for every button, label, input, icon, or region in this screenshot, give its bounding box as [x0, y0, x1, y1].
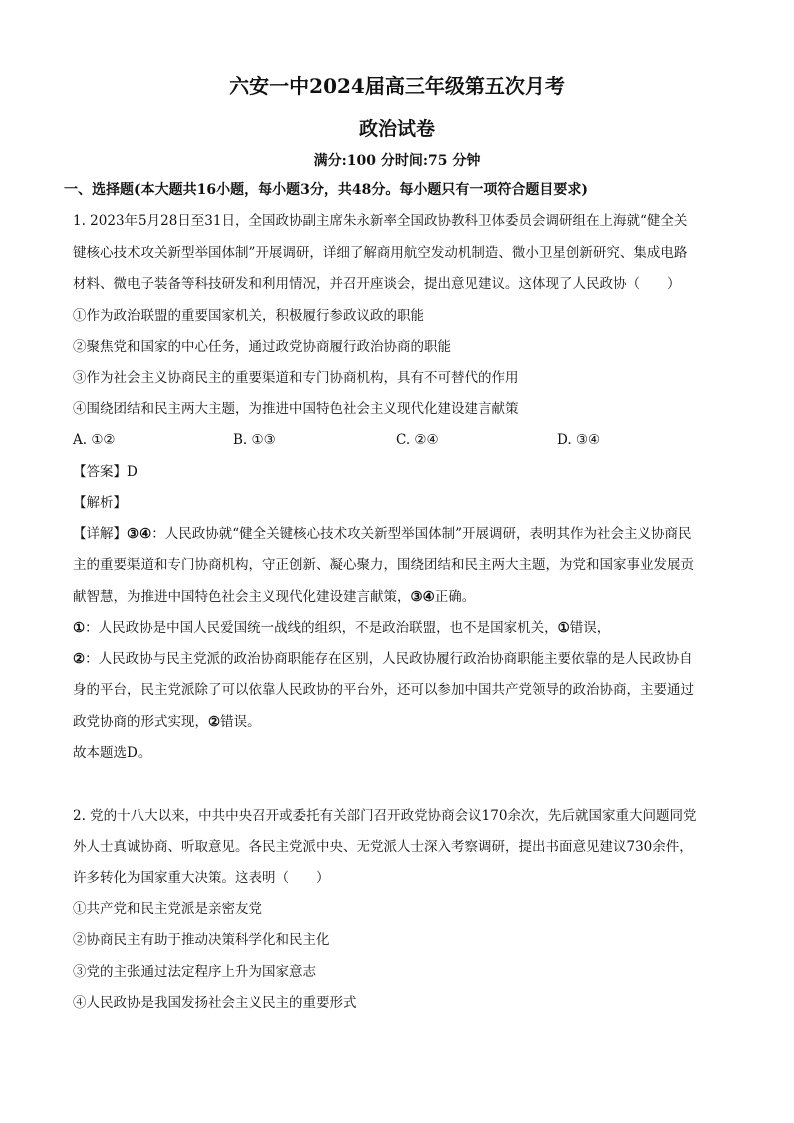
q2-item: ③党的主张通过法定程序上升为国家意志: [73, 964, 316, 980]
q1-wrong2-line: 身的平台，民主党派除了可以依靠人民政协的平台外，还可以参加中国共产党领导的政治协商，主要通过: [73, 682, 694, 698]
wrong-mark: ②: [208, 714, 221, 730]
detail-text: 正确。: [434, 589, 476, 605]
q1-option-c: C. ②④: [396, 432, 439, 448]
q1-item: ②聚焦党和国家的中心任务，通过政党协商履行政治协商的职能: [73, 339, 451, 355]
answer-value: D: [127, 464, 138, 480]
q1-stem-line: 材料、微电子装备等科技研发和利用情况，并召开座谈会，提出意见建议。这体现了人民政协（ ）: [73, 276, 681, 292]
q1-wrong2-line: [73, 712, 723, 732]
detail-mark: ③④: [410, 589, 435, 605]
q1-conclusion: 故本题选D。: [73, 745, 152, 761]
q1-stem-line: 1. 2023年5月28日至31日，全国政协副主席朱永新率全国政协教科卫体委员会调研组在上海就“健全关: [73, 213, 688, 229]
q2-item: ②协商民主有助于推动决策科学化和民主化: [73, 932, 330, 948]
detail-text: ：人民政协就“健全关键核心技术攻关新型举国体制”开展调研，表明其作为社会主义协商民: [151, 526, 692, 542]
q1-option-b: B. ①③: [233, 432, 276, 448]
exam-title: 六安一中2024届高三年级第五次月考: [229, 74, 565, 98]
wrong-mark: ②: [73, 651, 86, 667]
q2-stem-line: 许多转化为国家重大决策。这表明（ ）: [73, 870, 330, 886]
wrong-end: 错误，: [569, 620, 611, 636]
subject-title: 政治试卷: [358, 118, 435, 140]
q1-item: ③作为社会主义协商民主的重要渠道和专门协商机构，具有不可替代的作用: [73, 370, 519, 386]
wrong-text: ：人民政协是中国人民爱国统一战线的组织，不是政治联盟，也不是国家机关，: [85, 620, 558, 636]
q1-stem-line: 键核心技术攻关新型举国体制”开展调研，详细了解商用航空发动机制造、微小卫星创新研究、集成电路: [73, 245, 688, 261]
q1-option-d: D. ③④: [557, 432, 601, 448]
wrong-mark: ①: [73, 620, 86, 636]
detail-mark: ③④: [127, 526, 152, 542]
answer-label: 【答案】: [73, 464, 127, 480]
score-time: 满分:100 分时间:75 分钟: [313, 153, 481, 169]
q1-wrong1: [73, 618, 723, 638]
q2-item: ④人民政协是我国发扬社会主义民主的重要形式: [73, 995, 357, 1011]
q1-item: ④围绕团结和民主两大主题，为推进中国特色社会主义现代化建设建言献策: [73, 401, 519, 417]
wrong-text: 政党协商的形式实现，: [73, 714, 208, 730]
wrong-end: 错误。: [220, 714, 261, 730]
q1-answer: [73, 462, 723, 482]
q1-detail-line: 主的重要渠道和专门协商机构，守正创新、凝心聚力，围绕团结和民主两大主题，为党和国家事业发展贡: [73, 557, 694, 573]
q1-wrong2: [73, 649, 723, 669]
wrong-mark: ①: [557, 620, 570, 636]
detail-label: 【详解】: [73, 526, 127, 542]
q1-analysis-label: 【解析】: [73, 495, 127, 511]
q1-detail-line: [73, 587, 723, 607]
q1-option-a: A. ①②: [73, 432, 116, 448]
q2-item: ①共产党和民主党派是亲密友党: [73, 901, 262, 917]
section-heading: 一、选择题(本大题共16小题，每小题3分，共48分。每小题只有一项符合题目要求): [64, 182, 588, 198]
q2-stem-line: 2. 党的十八大以来，中共中央召开或委托有关部门召开政党协商会议170余次，先后就国家重大问题同党: [73, 808, 697, 824]
wrong-text: ：人民政协与民主党派的政治协商职能存在区别，人民政协履行政治协商职能主要依靠的是人民政协自: [85, 651, 693, 667]
detail-text: 献智慧，为推进中国特色社会主义现代化建设建言献策，: [73, 589, 411, 605]
q2-stem-line: 外人士真诚协商、听取意见。各民主党派中央、无党派人士深入考察调研，提出书面意见建议730余件，: [73, 839, 693, 855]
q1-item: ①作为政治联盟的重要国家机关，积极履行参政议政的职能: [73, 308, 424, 324]
q1-detail-line: [73, 524, 723, 544]
